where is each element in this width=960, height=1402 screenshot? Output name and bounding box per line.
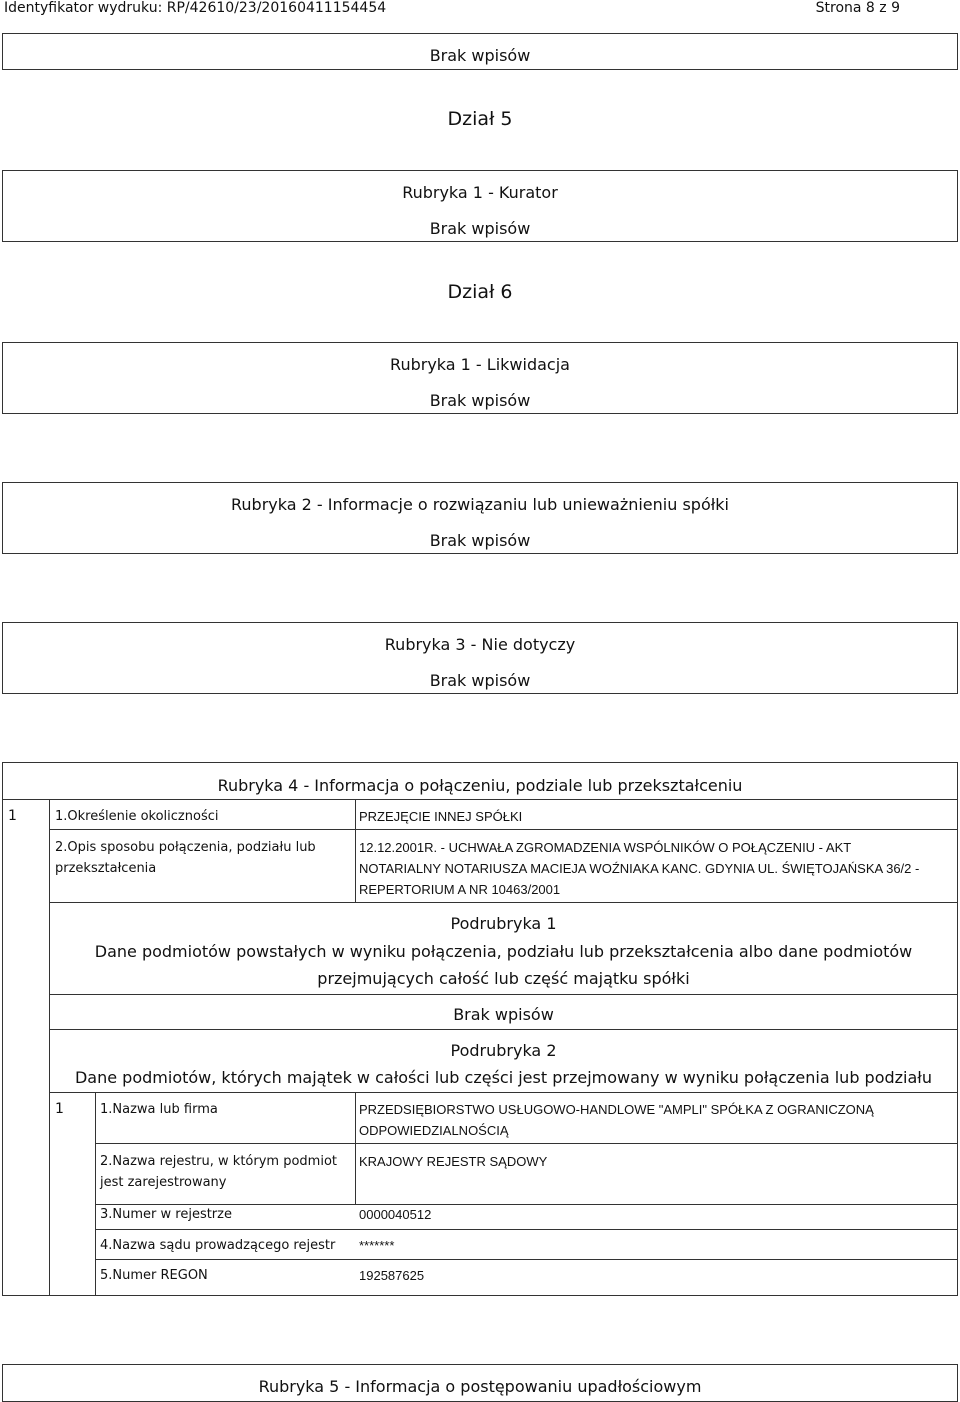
rubryka-title-polaczenie: Rubryka 4 - Informacja o połączeniu, podziale lub przekształceniu xyxy=(217,776,743,795)
section-title-dzial6: Dział 6 xyxy=(447,281,513,303)
rubryka-value-nie-dotyczy: Brak wpisów xyxy=(429,671,531,690)
divider xyxy=(2,799,958,800)
divider xyxy=(355,799,356,902)
field-value-numer: 0000040512 xyxy=(359,1207,432,1222)
previous-section-value: Brak wpisów xyxy=(429,46,531,65)
podrubryka2-desc: Dane podmiotów, których majątek w całości lub części jest przejmowany w wyniku połączenia lub podziału xyxy=(74,1068,932,1087)
field-label-okolicznosci: 1.Określenie okoliczności xyxy=(55,809,219,824)
field-value-opis-line2: NOTARIALNY NOTARIUSZA MACIEJA WOŹNIAKA KANC. GDYNIA UL. ŚWIĘTOJAŃSKA 36/2 - xyxy=(359,861,920,876)
podrubryka2-title: Podrubryka 2 xyxy=(450,1041,557,1060)
field-label-rejestr-line2: jest zarejestrowany xyxy=(100,1175,227,1190)
divider xyxy=(95,1259,958,1260)
section-title-dzial5: Dział 5 xyxy=(447,108,513,130)
podrubryka1-desc-line1: Dane podmiotów powstałych w wyniku połączenia, podziału lub przekształcenia albo dane podmiotów xyxy=(94,942,913,961)
rubryka-value-rozwiazanie: Brak wpisów xyxy=(429,531,531,550)
divider xyxy=(49,1092,958,1093)
divider xyxy=(95,1229,958,1230)
field-label-nazwa: 1.Nazwa lub firma xyxy=(100,1102,218,1117)
field-label-numer: 3.Numer w rejestrze xyxy=(100,1207,232,1222)
rubryka-title-upadlosc: Rubryka 5 - Informacja o postępowaniu upadłościowym xyxy=(258,1377,702,1396)
divider xyxy=(49,994,958,995)
field-value-rejestr: KRAJOWY REJESTR SĄDOWY xyxy=(359,1154,548,1169)
field-value-sad: ******* xyxy=(359,1238,395,1253)
page-number: Strona 8 z 9 xyxy=(815,0,900,16)
field-label-sad: 4.Nazwa sądu prowadzącego rejestr xyxy=(100,1238,336,1253)
divider xyxy=(355,1092,356,1204)
print-identifier: Identyfikator wydruku: RP/42610/23/20160411154454 xyxy=(4,0,387,16)
rubryka-title-likwidacja: Rubryka 1 - Likwidacja xyxy=(390,355,570,374)
podrubryka1-value: Brak wpisów xyxy=(453,1005,554,1024)
divider xyxy=(95,1143,958,1144)
rubryka-value-kurator: Brak wpisów xyxy=(429,219,531,238)
field-value-nazwa-line2: ODPOWIEDZIALNOŚCIĄ xyxy=(359,1123,509,1138)
rubryka-title-kurator: Rubryka 1 - Kurator xyxy=(402,183,558,202)
field-value-nazwa-line1: PRZEDSIĘBIORSTWO USŁUGOWO-HANDLOWE "AMPLI" SPÓŁKA Z OGRANICZONĄ xyxy=(359,1102,874,1117)
podrubryka1-title: Podrubryka 1 xyxy=(450,914,557,933)
row-number: 1 xyxy=(8,808,17,824)
field-value-opis-line1: 12.12.2001R. - UCHWAŁA ZGROMADZENIA WSPÓLNIKÓW O POŁĄCZENIU - AKT xyxy=(359,840,852,855)
field-label-opis-line2: przekształcenia xyxy=(55,861,157,876)
field-label-rejestr-line1: 2.Nazwa rejestru, w którym podmiot xyxy=(100,1154,337,1169)
divider xyxy=(49,902,958,903)
podrubryka1-desc-line2: przejmujących całość lub część majątku spółki xyxy=(317,969,690,988)
divider xyxy=(95,1092,96,1296)
field-value-opis-line3: REPERTORIUM A NR 10463/2001 xyxy=(359,882,561,897)
field-label-opis-line1: 2.Opis sposobu połączenia, podziału lub xyxy=(55,840,316,855)
rubryka-title-rozwiazanie: Rubryka 2 - Informacje o rozwiązaniu lub unieważnieniu spółki xyxy=(231,495,729,514)
field-value-okolicznosci: PRZEJĘCIE INNEJ SPÓŁKI xyxy=(359,809,523,824)
field-value-regon: 192587625 xyxy=(359,1268,425,1283)
divider xyxy=(49,829,958,830)
podrubryka2-row-number: 1 xyxy=(55,1101,64,1117)
divider xyxy=(49,1029,958,1030)
rubryka-title-nie-dotyczy: Rubryka 3 - Nie dotyczy xyxy=(384,635,576,654)
field-label-regon: 5.Numer REGON xyxy=(100,1268,208,1283)
rubryka-value-likwidacja: Brak wpisów xyxy=(429,391,531,410)
